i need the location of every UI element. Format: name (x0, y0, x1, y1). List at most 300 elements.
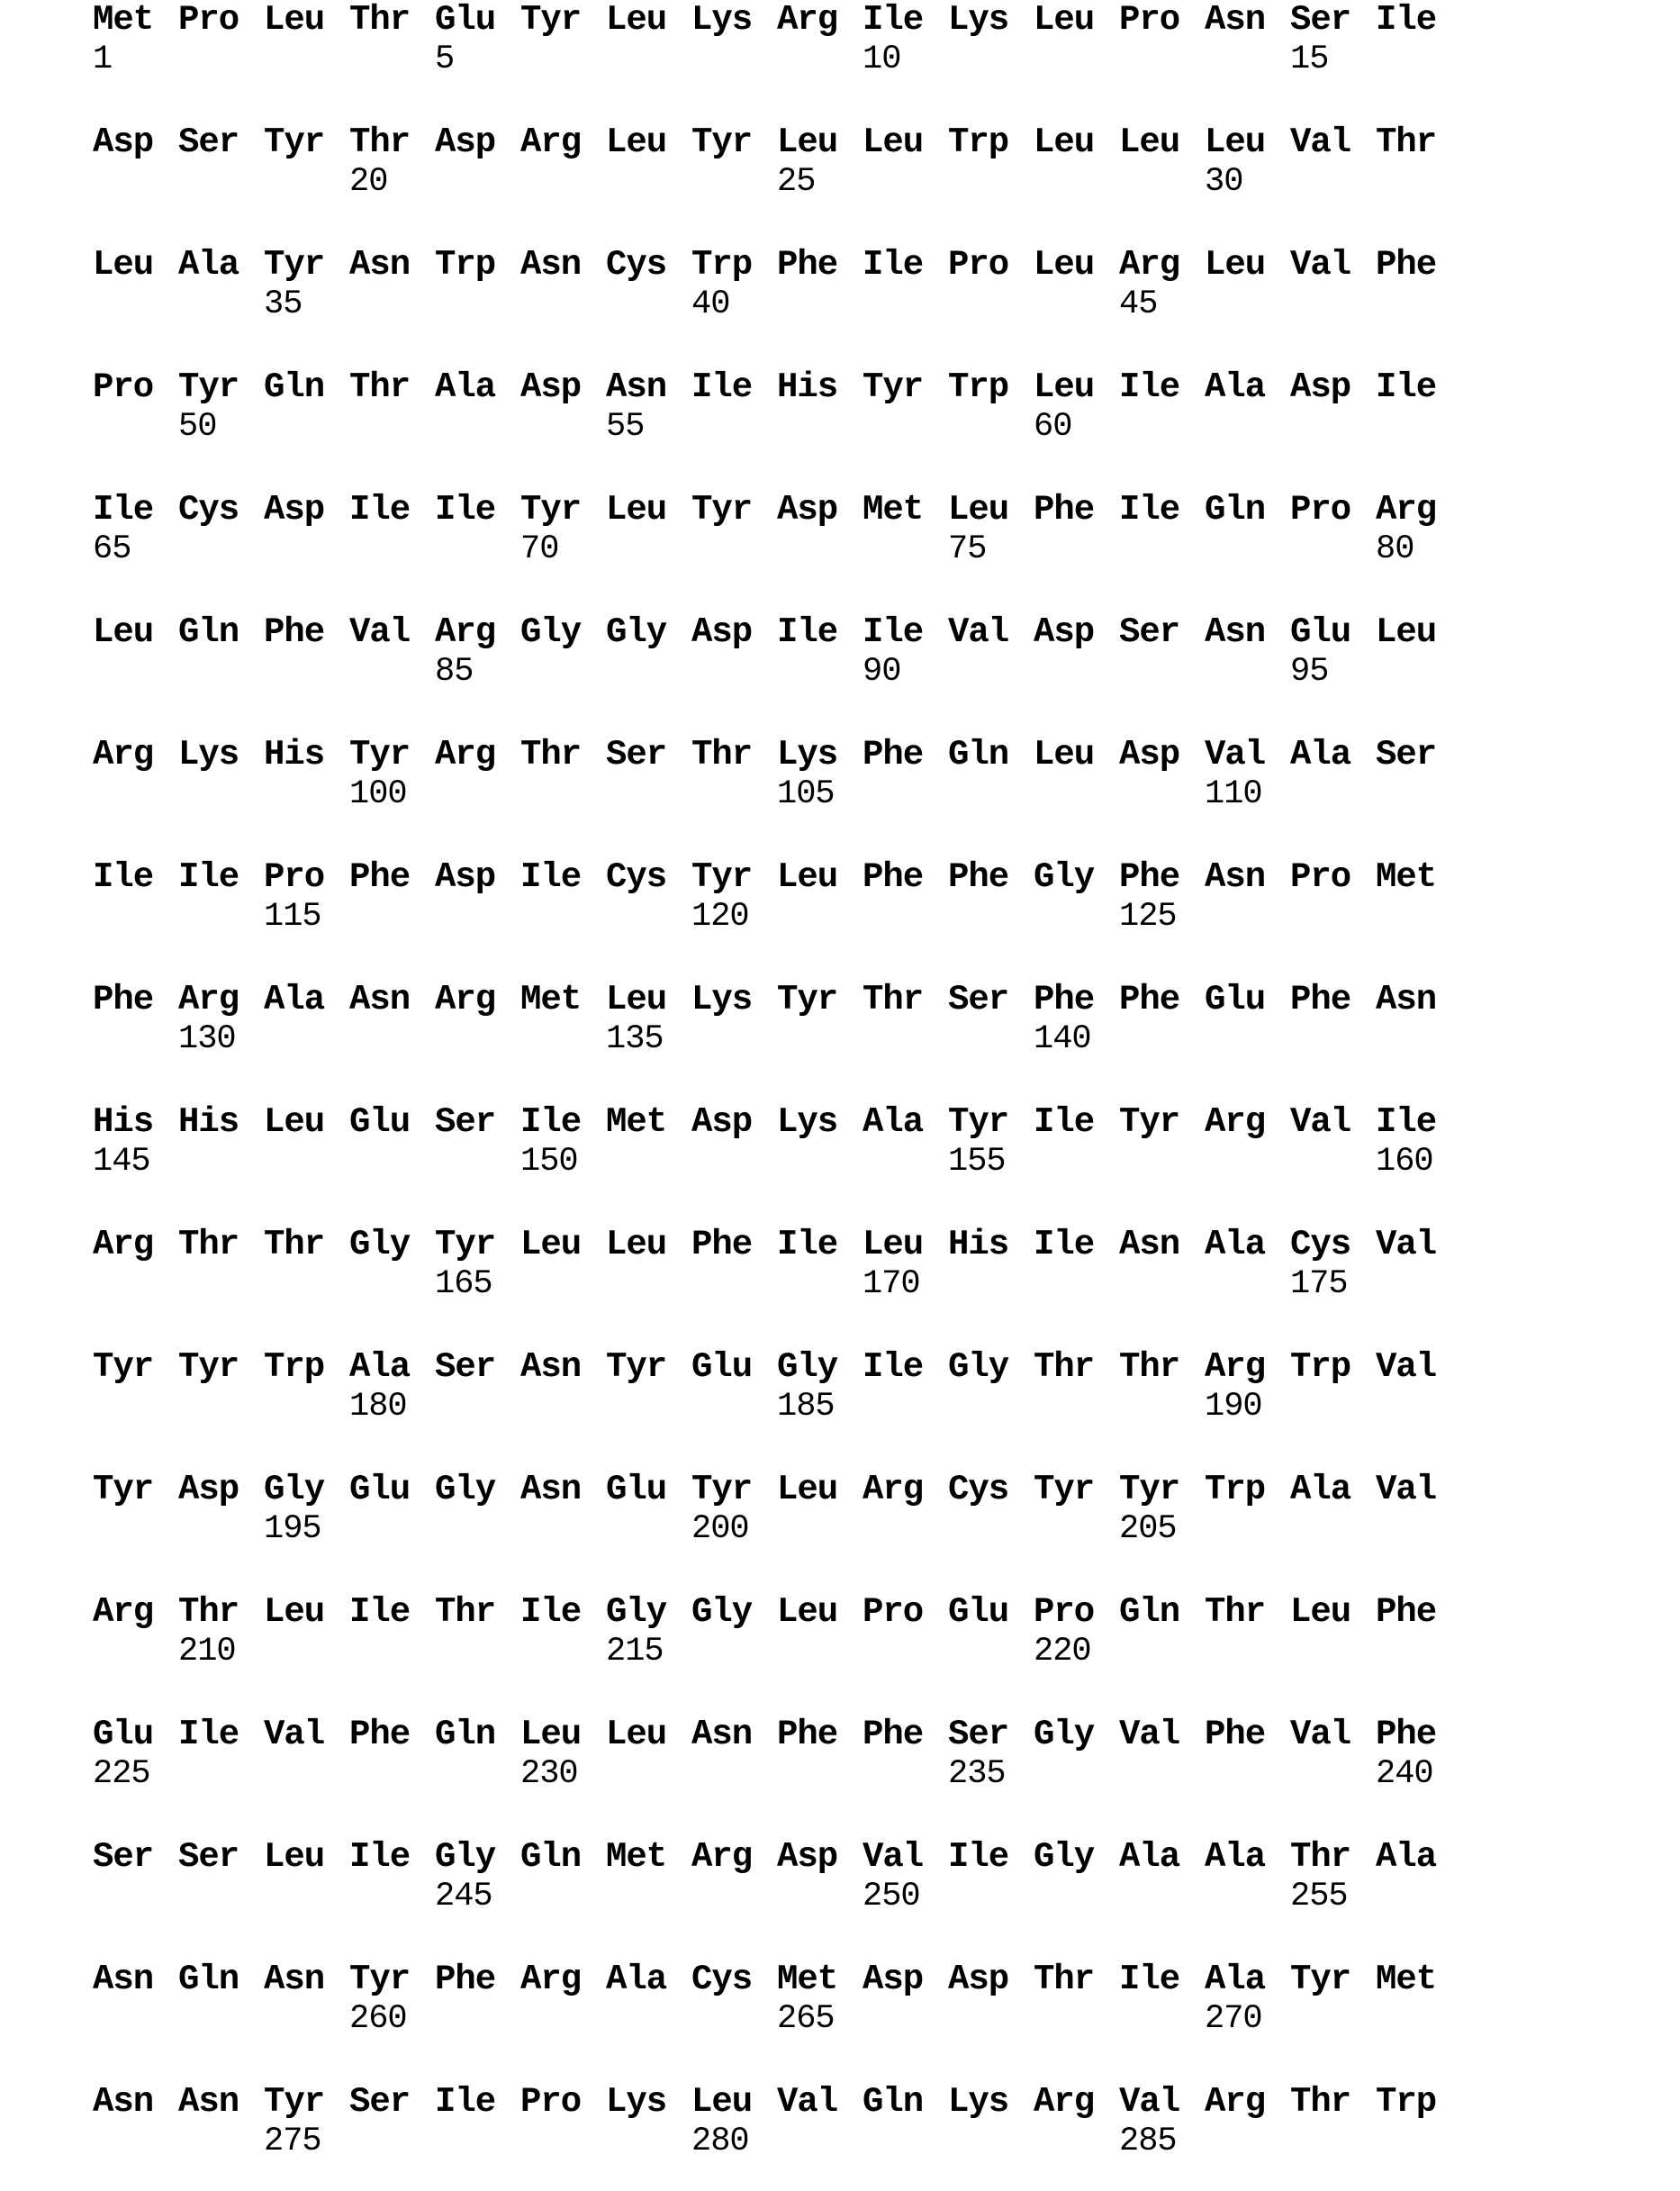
residue: Leu (863, 1227, 923, 1263)
position-number: 275 (264, 2123, 321, 2159)
residue: Leu (777, 859, 837, 895)
residue: Arg (520, 1961, 581, 1997)
residue: Asn (1376, 982, 1436, 1018)
position-number: 235 (948, 1756, 1006, 1792)
residue: Phe (777, 247, 837, 283)
residue: Thr (863, 982, 923, 1018)
residue: Ala (1290, 1471, 1350, 1507)
position-number: 170 (863, 1266, 920, 1302)
residue: Glu (93, 1716, 153, 1752)
residue: Ile (93, 859, 153, 895)
residue: Ile (1119, 492, 1179, 528)
residue: Ser (948, 1716, 1008, 1752)
residue: Tyr (349, 1961, 410, 1997)
position-number: 70 (520, 531, 558, 567)
residue: Gly (1034, 1839, 1094, 1875)
residue: Gly (606, 1594, 666, 1630)
residue: Glu (948, 1594, 1008, 1630)
residue: Asn (1119, 1227, 1179, 1263)
residue: Val (349, 614, 410, 650)
residue: Tyr (178, 369, 239, 405)
position-number: 30 (1205, 164, 1242, 200)
residue: Thr (691, 737, 752, 773)
residue: Leu (93, 614, 153, 650)
residue: Thr (1376, 124, 1436, 160)
residue: Asp (520, 369, 581, 405)
residue: Leu (606, 1716, 666, 1752)
residue: Gly (777, 1349, 837, 1385)
residue: Thr (178, 1594, 239, 1630)
residue: Gly (264, 1471, 324, 1507)
residue: Tyr (691, 859, 752, 895)
position-number: 205 (1119, 1511, 1177, 1547)
residue: His (178, 1104, 239, 1140)
residue: Ile (349, 1839, 410, 1875)
residue: Leu (520, 1716, 581, 1752)
residue: Tyr (520, 492, 581, 528)
residue: Phe (1205, 1716, 1265, 1752)
residue: Phe (863, 737, 923, 773)
residue: Arg (93, 737, 153, 773)
position-number: 220 (1034, 1634, 1091, 1670)
position-number: 180 (349, 1389, 407, 1425)
residue: Thr (349, 124, 410, 160)
residue: Gly (691, 1594, 752, 1630)
residue: Ala (264, 982, 324, 1018)
residue: Ile (1376, 1104, 1436, 1140)
residue: Asp (691, 1104, 752, 1140)
residue: Trp (1376, 2084, 1436, 2120)
residue: Leu (863, 124, 923, 160)
residue: Ile (863, 2, 923, 38)
residue: Ser (1376, 737, 1436, 773)
residue: Ile (863, 1349, 923, 1385)
residue: Met (1376, 859, 1436, 895)
residue: Arg (435, 737, 495, 773)
residue: Tyr (1119, 1471, 1179, 1507)
residue: Tyr (264, 124, 324, 160)
residue: Asn (691, 1716, 752, 1752)
residue: Thr (264, 1227, 324, 1263)
residue: Ile (178, 1716, 239, 1752)
residue: Phe (93, 982, 153, 1018)
residue: His (777, 369, 837, 405)
residue: Arg (1205, 1104, 1265, 1140)
residue: Thr (1034, 1349, 1094, 1385)
residue: Ala (1205, 369, 1265, 405)
position-number: 120 (691, 899, 749, 935)
residue: His (948, 1227, 1008, 1263)
residue: Asn (349, 247, 410, 283)
residue: Glu (435, 2, 495, 38)
position-number: 15 (1290, 41, 1328, 77)
position-number: 230 (520, 1756, 578, 1792)
residue: Gly (1034, 859, 1094, 895)
position-number: 155 (948, 1144, 1006, 1180)
residue: Arg (777, 2, 837, 38)
residue: Lys (691, 2, 752, 38)
residue: Leu (1376, 614, 1436, 650)
residue: Thr (1034, 1961, 1094, 1997)
residue: Asp (691, 614, 752, 650)
position-number: 260 (349, 2001, 407, 2037)
residue: Ile (948, 1839, 1008, 1875)
residue: Arg (863, 1471, 923, 1507)
residue: Met (520, 982, 581, 1018)
position-number: 40 (691, 286, 729, 322)
residue: Pro (93, 369, 153, 405)
residue: Gln (520, 1839, 581, 1875)
position-number: 20 (349, 164, 387, 200)
residue: Pro (264, 859, 324, 895)
position-number: 5 (435, 41, 454, 77)
residue: Gly (435, 1839, 495, 1875)
position-number: 175 (1290, 1266, 1348, 1302)
residue: Tyr (264, 247, 324, 283)
residue: Leu (606, 1227, 666, 1263)
position-number: 140 (1034, 1021, 1091, 1057)
residue: Tyr (264, 2084, 324, 2120)
residue: Ile (435, 492, 495, 528)
residue: Val (777, 2084, 837, 2120)
position-number: 225 (93, 1756, 150, 1792)
position-number: 110 (1205, 776, 1262, 812)
residue: Ile (349, 492, 410, 528)
residue: Lys (691, 982, 752, 1018)
residue: Lys (777, 1104, 837, 1140)
residue: Ile (1376, 2, 1436, 38)
residue: Ile (863, 614, 923, 650)
residue: Ile (1034, 1104, 1094, 1140)
residue: Asp (178, 1471, 239, 1507)
residue: Trp (691, 247, 752, 283)
residue: Val (1290, 247, 1350, 283)
residue: Leu (606, 124, 666, 160)
residue: Asn (520, 247, 581, 283)
residue: Tyr (1034, 1471, 1094, 1507)
position-number: 75 (948, 531, 986, 567)
residue: Glu (606, 1471, 666, 1507)
residue: Thr (1119, 1349, 1179, 1385)
residue: Tyr (1119, 1104, 1179, 1140)
position-number: 200 (691, 1511, 749, 1547)
residue: Pro (1290, 492, 1350, 528)
residue: Thr (520, 737, 581, 773)
residue: Val (948, 614, 1008, 650)
residue: Asp (1119, 737, 1179, 773)
position-number: 65 (93, 531, 131, 567)
residue: Cys (606, 247, 666, 283)
position-number: 10 (863, 41, 900, 77)
position-number: 25 (777, 164, 815, 200)
residue: Arg (1376, 492, 1436, 528)
residue: Arg (691, 1839, 752, 1875)
residue: Asp (435, 859, 495, 895)
residue: Cys (948, 1471, 1008, 1507)
residue: Arg (178, 982, 239, 1018)
residue: Tyr (691, 124, 752, 160)
position-number: 100 (349, 776, 407, 812)
residue: Phe (1290, 982, 1350, 1018)
residue: Ile (1119, 1961, 1179, 1997)
residue: Ala (1205, 1227, 1265, 1263)
residue: Asp (863, 1961, 923, 1997)
position-number: 185 (777, 1389, 835, 1425)
residue: Cys (1290, 1227, 1350, 1263)
residue: Ile (863, 247, 923, 283)
residue: Ile (777, 614, 837, 650)
residue: Arg (93, 1594, 153, 1630)
residue: Lys (948, 2, 1008, 38)
residue: Gly (606, 614, 666, 650)
residue: Tyr (178, 1349, 239, 1385)
residue: Leu (777, 124, 837, 160)
residue: Ala (863, 1104, 923, 1140)
residue: Phe (948, 859, 1008, 895)
residue: Gln (178, 614, 239, 650)
residue: Cys (691, 1961, 752, 1997)
position-number: 90 (863, 654, 900, 690)
residue: Tyr (349, 737, 410, 773)
residue: Leu (691, 2084, 752, 2120)
residue: Trp (948, 124, 1008, 160)
residue: Glu (349, 1104, 410, 1140)
residue: Glu (1290, 614, 1350, 650)
residue: Ala (606, 1961, 666, 1997)
residue: Gln (178, 1961, 239, 1997)
position-number: 85 (435, 654, 473, 690)
residue: Gln (948, 737, 1008, 773)
residue: Asn (349, 982, 410, 1018)
residue: Arg (93, 1227, 153, 1263)
residue: Phe (1119, 982, 1179, 1018)
residue: Phe (264, 614, 324, 650)
residue: Asn (1205, 859, 1265, 895)
residue: His (93, 1104, 153, 1140)
residue: Gln (1205, 492, 1265, 528)
residue: Trp (1205, 1471, 1265, 1507)
residue: Leu (1205, 247, 1265, 283)
residue: Thr (1290, 2084, 1350, 2120)
residue: Glu (349, 1471, 410, 1507)
residue: Ser (93, 1839, 153, 1875)
residue: Tyr (948, 1104, 1008, 1140)
residue: Val (1290, 1104, 1350, 1140)
residue: Asn (264, 1961, 324, 1997)
residue: Leu (948, 492, 1008, 528)
residue: Asp (948, 1961, 1008, 1997)
residue: Ser (178, 1839, 239, 1875)
position-number: 80 (1376, 531, 1414, 567)
residue: Glu (1205, 982, 1265, 1018)
residue: Ile (1376, 369, 1436, 405)
residue: Met (863, 492, 923, 528)
residue: Asn (520, 1471, 581, 1507)
residue: Phe (435, 1961, 495, 1997)
residue: Tyr (606, 1349, 666, 1385)
residue: Leu (1205, 124, 1265, 160)
residue: Ala (1205, 1839, 1265, 1875)
position-number: 165 (435, 1266, 492, 1302)
residue: Tyr (863, 369, 923, 405)
residue: Phe (1376, 247, 1436, 283)
position-number: 130 (178, 1021, 236, 1057)
residue: Arg (1205, 1349, 1265, 1385)
residue: Ile (520, 859, 581, 895)
position-number: 50 (178, 409, 216, 445)
residue: Asp (435, 124, 495, 160)
residue: Gln (863, 2084, 923, 2120)
residue: Thr (1290, 1839, 1350, 1875)
residue: Asn (606, 369, 666, 405)
residue: Val (1205, 737, 1265, 773)
residue: Asn (93, 2084, 153, 2120)
residue: Leu (264, 1839, 324, 1875)
residue: Arg (520, 124, 581, 160)
residue: Ser (606, 737, 666, 773)
residue: Ser (178, 124, 239, 160)
position-number: 265 (777, 2001, 835, 2037)
residue: Leu (1034, 124, 1094, 160)
residue: Ile (435, 2084, 495, 2120)
residue: Ala (349, 1349, 410, 1385)
residue: Asp (1290, 369, 1350, 405)
residue: Tyr (435, 1227, 495, 1263)
residue: Ser (435, 1104, 495, 1140)
position-number: 250 (863, 1879, 920, 1915)
residue: Leu (606, 2, 666, 38)
residue: Gly (520, 614, 581, 650)
position-number: 1 (93, 41, 112, 77)
residue: Pro (1119, 2, 1179, 38)
position-number: 195 (264, 1511, 321, 1547)
position-number: 105 (777, 776, 835, 812)
residue: Gly (948, 1349, 1008, 1385)
residue: Gln (1119, 1594, 1179, 1630)
residue: Ile (691, 369, 752, 405)
residue: Ala (1119, 1839, 1179, 1875)
residue: Leu (93, 247, 153, 283)
residue: Leu (1034, 247, 1094, 283)
residue: Met (777, 1961, 837, 1997)
residue: Asp (1034, 614, 1094, 650)
residue: Thr (435, 1594, 495, 1630)
residue: Leu (1034, 2, 1094, 38)
residue: Pro (1290, 859, 1350, 895)
residue: Ser (1290, 2, 1350, 38)
residue: Asn (520, 1349, 581, 1385)
residue: Asp (777, 492, 837, 528)
residue: Tyr (520, 2, 581, 38)
residue: Trp (264, 1349, 324, 1385)
residue: Val (1119, 1716, 1179, 1752)
position-number: 255 (1290, 1879, 1348, 1915)
residue: Ile (520, 1104, 581, 1140)
position-number: 280 (691, 2123, 749, 2159)
position-number: 190 (1205, 1389, 1262, 1425)
residue: Asn (93, 1961, 153, 1997)
residue: Ala (435, 369, 495, 405)
residue: Phe (1376, 1716, 1436, 1752)
residue: Tyr (691, 492, 752, 528)
position-number: 215 (606, 1634, 664, 1670)
position-number: 60 (1034, 409, 1071, 445)
residue: Leu (520, 1227, 581, 1263)
residue: Ile (1119, 369, 1179, 405)
residue: Leu (777, 1594, 837, 1630)
position-number: 135 (606, 1021, 664, 1057)
residue: Tyr (93, 1471, 153, 1507)
residue: Glu (691, 1349, 752, 1385)
position-number: 270 (1205, 2001, 1262, 2037)
residue: Thr (1205, 1594, 1265, 1630)
residue: Gly (435, 1471, 495, 1507)
residue: Met (606, 1839, 666, 1875)
position-number: 150 (520, 1144, 578, 1180)
residue: Gln (264, 369, 324, 405)
residue: Phe (1376, 1594, 1436, 1630)
residue: Ile (777, 1227, 837, 1263)
residue: Phe (863, 1716, 923, 1752)
position-number: 45 (1119, 286, 1157, 322)
position-number: 55 (606, 409, 644, 445)
residue: Val (1290, 124, 1350, 160)
residue: Phe (349, 1716, 410, 1752)
residue: Gly (1034, 1716, 1094, 1752)
residue: Gln (435, 1716, 495, 1752)
residue: Asp (93, 124, 153, 160)
residue: Arg (435, 982, 495, 1018)
position-number: 115 (264, 899, 321, 935)
position-number: 145 (93, 1144, 150, 1180)
residue: Cys (606, 859, 666, 895)
residue: Gly (349, 1227, 410, 1263)
residue: Thr (178, 1227, 239, 1263)
residue: Ser (349, 2084, 410, 2120)
residue: Leu (1290, 1594, 1350, 1630)
position-number: 95 (1290, 654, 1328, 690)
residue: Pro (520, 2084, 581, 2120)
residue: Thr (349, 2, 410, 38)
residue: Met (1376, 1961, 1436, 1997)
residue: Ala (1205, 1961, 1265, 1997)
residue: Asp (777, 1839, 837, 1875)
position-number: 125 (1119, 899, 1177, 935)
position-number: 285 (1119, 2123, 1177, 2159)
residue: Ile (1034, 1227, 1094, 1263)
residue: Lys (777, 737, 837, 773)
residue: Lys (606, 2084, 666, 2120)
residue: Lys (178, 737, 239, 773)
residue: Phe (691, 1227, 752, 1263)
residue: Phe (863, 859, 923, 895)
residue: Val (1376, 1471, 1436, 1507)
residue: Tyr (691, 1471, 752, 1507)
residue: Leu (606, 982, 666, 1018)
residue: Tyr (777, 982, 837, 1018)
residue: Leu (1034, 369, 1094, 405)
residue: Asn (1205, 2, 1265, 38)
residue: Leu (1119, 124, 1179, 160)
residue: Phe (777, 1716, 837, 1752)
residue: Lys (948, 2084, 1008, 2120)
residue: Pro (178, 2, 239, 38)
residue: Arg (1034, 2084, 1094, 2120)
position-number: 160 (1376, 1144, 1433, 1180)
residue: Phe (349, 859, 410, 895)
residue: Val (1290, 1716, 1350, 1752)
residue: Arg (1205, 2084, 1265, 2120)
